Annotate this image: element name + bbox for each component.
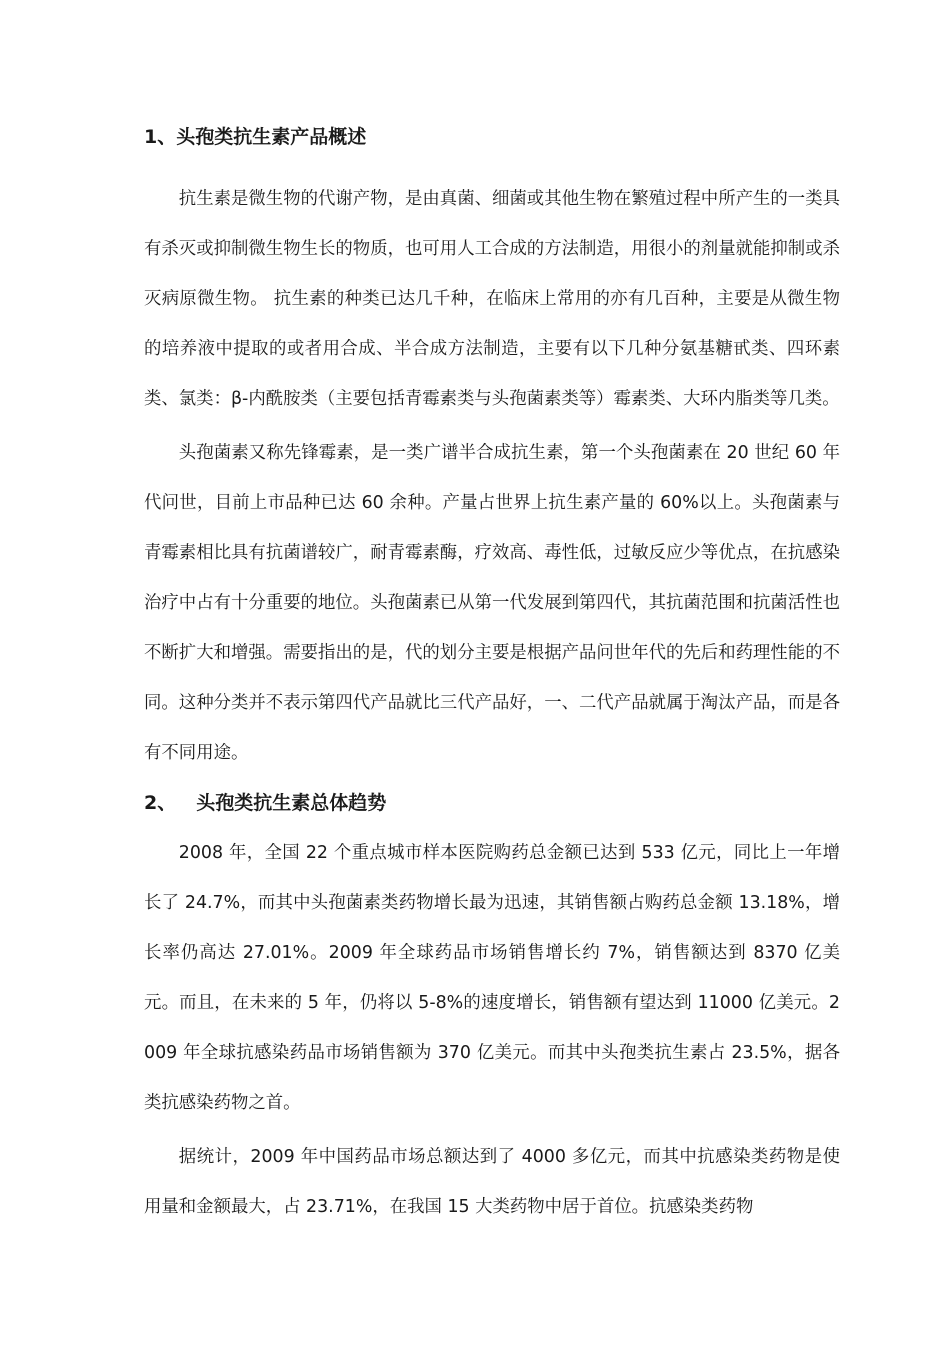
section-2-paragraph-1: 2008 年，全国 22 个重点城市样本医院购药总金额已达到 533 亿元，同比上一年增长了 24.7%，而其中头孢菌素类药物增长最为迅速，其销售额占购药总金额 13.18%，增长率仍高达 27.01%。2009 年全球药品市场销售增长约 7%，销售额达到 8370 亿美元。而且，在未来的 5 年，仍将以 5-8%的速度增长，销售额有望达到 11000 亿美元。2009 年全球抗感染药品市场销售额为 370 亿美元。而其中头孢类抗生素占 23.5%，据各类抗感染药物之首。 <box>144 843 840 1113</box>
section-2-heading <box>144 778 840 828</box>
section-2-paragraph-2: 据统计，2009 年中国药品市场总额达到了 4000 多亿元，而其中抗感染类药物是使用量和金额最大，占 23.71%，在我国 15 大类药物中居于首位。抗感染类药物 <box>144 1147 840 1217</box>
section-2-heading-number: 2、 <box>144 792 177 814</box>
section-1-heading: 1、头孢类抗生素产品概述 <box>144 126 367 148</box>
section-2-heading-text: 头孢类抗生素总体趋势 <box>196 792 387 814</box>
section-1-paragraph-2: 头孢菌素又称先锋霉素，是一类广谱半合成抗生素，第一个头孢菌素在 20 世纪 60 年代问世，目前上市品种已达 60 余种。产量占世界上抗生素产量的 60%以上。头孢菌素与青霉素相比具有抗菌谱较广，耐青霉素酶，疗效高、毒性低，过敏反应少等优点，在抗感染治疗中占有十分重要的地位。头孢菌素已从第一代发展到第四代，其抗菌范围和抗菌活性也不断扩大和增强。需要指出的是，代的划分主要是根据产品问世年代的先后和药理性能的不同。这种分类并不表示第四代产品就比三代产品好，一、二代产品就属于淘汰产品，而是各有不同用途。 <box>144 443 840 763</box>
section-1-paragraph-1: 抗生素是微生物的代谢产物，是由真菌、细菌或其他生物在繁殖过程中所产生的一类具有杀灭或抑制微生物生长的物质，也可用人工合成的方法制造，用很小的剂量就能抑制或杀灭病原微生物。 抗生素的种类已达几千种，在临床上常用的亦有几百种，主要是从微生物的培养液中提取的或者用合成、半合成方法制造，主要有以下几种分氨基糖甙类、四环素类、氯类：β-内酰胺类（主要包括青霉素类与头孢菌素类等）霉素类、大环内脂类等几类。 <box>144 189 840 409</box>
document-body <box>144 112 840 1232</box>
spacer <box>144 162 840 174</box>
